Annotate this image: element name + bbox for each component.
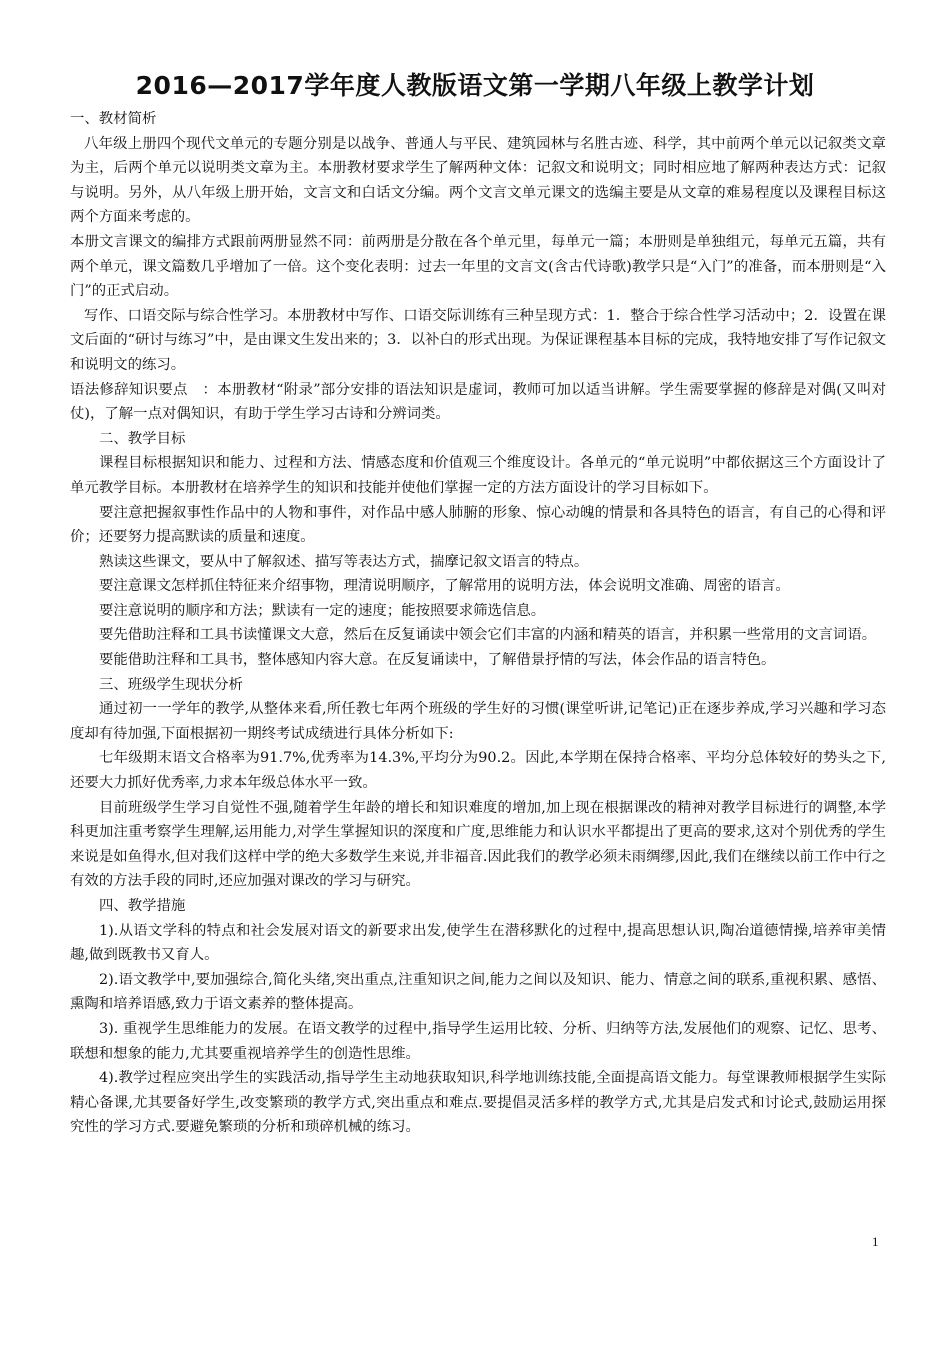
paragraph: 要注意课文怎样抓住特征来介绍事物，理清说明顺序，了解常用的说明方法，体会说明文准确、周密的语言。 bbox=[99, 578, 790, 595]
paragraph: 4).教学过程应突出学生的实践活动,指导学生主动地获取知识,科学地训练技能,全面提高语文能力。每堂课教师根据学生实际精心备课,尤其要备好学生,改变繁琐的教学方式,突出重点和难点.要提倡灵活多样的教学方式,尤其是启发式和讨论式,鼓励运用探究性的学习方式.要避免繁琐的分析和琐碎机械的练习。 bbox=[70, 1070, 886, 1136]
paragraph: 七年级期末语文合格率为91.7%,优秀率为14.3%,平均分为90.2。因此,本学期在保持合格率、平均分总体较好的势头之下,还要大力抓好优秀率,力求本年级总体水平一致。 bbox=[70, 750, 886, 792]
paragraph: 通过初一一学年的教学,从整体来看,所任教七年两个班级的学生好的习惯(课堂听讲,记笔记)正在逐步养成,学习兴趣和学习态度却有待加强,下面根据初一期终考试成绩进行具体分析如下: bbox=[70, 701, 886, 742]
paragraph: 要先借助注释和工具书读懂课文大意，然后在反复诵读中领会它们丰富的内涵和精英的语言，并积累一些常用的文言词语。 bbox=[99, 627, 877, 644]
document-body bbox=[70, 107, 886, 1140]
paragraph: 熟读这些课文，要从中了解叙述、描写等表达方式，揣摩记叙文语言的特点。 bbox=[99, 553, 589, 570]
paragraph: 目前班级学生学习自觉性不强,随着学生年龄的增长和知识难度的增加,加上现在根据课改的精神对教学目标进行的调整,本学科更加注重考察学生理解,运用能力,对学生掌握知识的深度和广度,思维能力和认识水平都提出了更高的要求,这对个别优秀的学生来说是如鱼得水,但对我们这样中学的绝大多数学生来说,并非福音.因此我们的教学必须未雨绸缪,因此,我们在继续以前工作中行之有效的方法手段的同时,还应加强对课改的学习与研究。 bbox=[70, 799, 886, 890]
page-number: 1 bbox=[872, 1234, 879, 1249]
paragraph: 要注意把握叙事性作品中的人物和事件，对作品中感人肺腑的形象、惊心动魄的情景和各具特色的语言，有自己的心得和评价；还要努力提高默读的质量和速度。 bbox=[70, 504, 886, 546]
document-title: 2016—2017学年度人教版语文第一学期八年级上教学计划 bbox=[135, 71, 815, 100]
paragraph: 语法修辞知识要点 ：本册教材“附录”部分安排的语法知识是虚词，教师可加以适当讲解。学生需要掌握的修辞是对偶(又叫对仗)，了解一点对偶知识，有助于学生学习古诗和分辨词类。 bbox=[70, 381, 886, 423]
paragraph: 1).从语文学科的特点和社会发展对语文的新要求出发,使学生在潜移默化的过程中,提高思想认识,陶冶道德情操,培养审美情趣,做到既教书又育人。 bbox=[70, 922, 886, 964]
section-heading-4: 四、教学措施 bbox=[99, 898, 186, 914]
paragraph: 八年级上册四个现代文单元的专题分别是以战争、普通人与平民、建筑园林与名胜古迹、科学，其中前两个单元以记叙类文章为主，后两个单元以说明类文章为主。本册教材要求学生了解两种文体：记叙文和说明文；同时相应地了解两种表达方式：记叙与说明。另外，从八年级上册开始，文言文和白话文分编。两个文言文单元课文的选编主要是从文章的难易程度以及课程目标这两个方面来考虑的。 bbox=[70, 135, 886, 226]
paragraph: 要注意说明的顺序和方法；默读有一定的速度；能按照要求筛选信息。 bbox=[99, 602, 546, 619]
paragraph: 2).语文教学中,要加强综合,简化头绪,突出重点,注重知识之间,能力之间以及知识、能力、情意之间的联系,重视积累、感悟、熏陶和培养语感,致力于语文素养的整体提高。 bbox=[70, 971, 886, 1013]
section-heading-3: 三、班级学生现状分析 bbox=[99, 676, 243, 693]
section-heading-2: 二、教学目标 bbox=[99, 430, 186, 447]
paragraph: 课程目标根据知识和能力、过程和方法、情感态度和价值观三个维度设计。各单元的“单元说明”中都依据这三个方面设计了单元教学目标。本册教材在培养学生的知识和技能并使他们掌握一定的方法方面设计的学习目标如下。 bbox=[70, 455, 886, 496]
paragraph: 要能借助注释和工具书，整体感知内容大意。在反复诵读中，了解借景抒情的写法，体会作品的语言特色。 bbox=[99, 652, 776, 669]
section-heading-1: 一、教材简析 bbox=[70, 111, 157, 127]
paragraph: 3). 重视学生思维能力的发展。在语文教学的过程中,指导学生运用比较、分析、归纳等方法,发展他们的观察、记忆、思考、联想和想象的能力,尤其要重视培养学生的创造性思维。 bbox=[70, 1020, 886, 1062]
paragraph: 本册文言课文的编排方式跟前两册显然不同：前两册是分散在各个单元里，每单元一篇；本册则是单独组元，每单元五篇，共有两个单元，课文篇数几乎增加了一倍。这个变化表明：过去一年里的文言文(含古代诗歌)教学只是“入门”的准备，而本册则是“入门”的正式启动。 bbox=[70, 233, 886, 300]
paragraph: 写作、口语交际与综合性学习。本册教材中写作、口语交际训练有三种呈现方式：1．整合于综合性学习活动中；2．设置在课文后面的“研讨与练习”中，是由课文生发出来的；3．以补白的形式出现。为保证课程基本目标的完成，我特地安排了写作记叙文和说明文的练习。 bbox=[70, 307, 886, 373]
